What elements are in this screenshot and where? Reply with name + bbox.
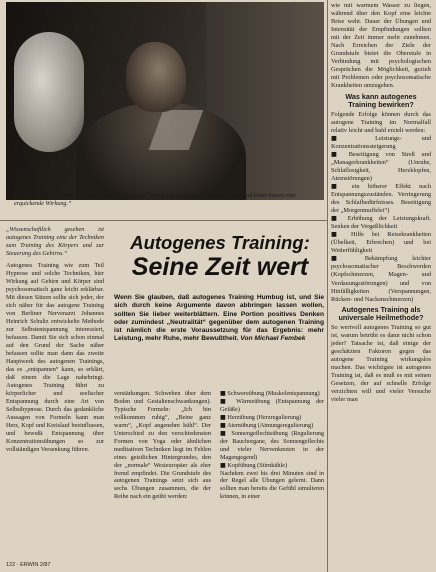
caption-name: Dr. Karl J. Kruschmann: [14, 192, 79, 199]
list-item: ■ Leistungs- und Konzentrationssteigerung: [331, 134, 432, 150]
right-column: [331, 2, 431, 404]
list-item: ■ Bekämpfung leichter psychosomatischer Beschwerden (Kopfschmerzen, Magen- und Verdauungsstörungen) und von Hinfälligkeiten (Verspannungen, Rücken- und Nackenschmerzen): [331, 255, 432, 303]
body-column-left: [114, 390, 211, 501]
list-item: ■ Kopfübung (Stirnkühle): [220, 461, 288, 469]
photo-cushion: [14, 32, 84, 152]
right-paragraph: wie mit warmem Wasser zu liegen, während über den Kopf eine leichte Brise weht. Dauer der Übungen und Intensität der Empfindungen sollten mit der Zeit immer mehr zunehmen. Nach Erreichen der Ziele der Grundstufe bietet die Oberstufe in Verbindung mit psychologischen Gesprächen die Möglichkeit, gezielt mit Problemen oder psychosomatische Krankheiten umzugehen.: [331, 2, 431, 90]
headline-title: Seine Zeit wert: [131, 253, 309, 281]
photo-figure-head: [126, 42, 186, 112]
caption-text: „Drei Minuten autogenes Training ersetzen zwei Stunden Schlaf und hinterlassen eine erquickende Wirkung.“: [14, 192, 296, 207]
intro-quote: „Wissenschaftlich gesehen ist autogenes Training eine der Techniken zum Training des Körpers und zur Steuerung des Gehirns.“: [6, 226, 104, 257]
right-paragraph-2: Folgende Erfolge können durch das autogene Training im Normalfall relativ leicht und bald erzielt werden:: [331, 110, 431, 134]
page-footer: 122 · ERWIN 2/87: [6, 562, 51, 568]
list-item: ■ Hilfe bei Reisekrankheiten (Übelkeit, Erbrechen) und bei Wetterfühligkeit: [331, 231, 432, 255]
right-paragraph-3: So wertvoll autogenes Training so gut ist, warum betrübt es dann nicht schon jeder? Tatsache ist, daß einige der geschätzten Faktoren gegen das autogene Training wirkungslos machen. Das wichtigste ist autogenes Training ist, daß es muß es mit seinen Gesetzen, der auf schnelle Erfolge verzichten will und vieler Versuche vieler man: [331, 323, 431, 404]
column-divider: [327, 0, 328, 572]
photo-caption: Dr. Karl J. Kruschmann: „Drei Minuten autogenes Training ersetzen zwei Stunden Schlaf und hinterlassen eine erquickende Wirkung.“: [14, 192, 296, 207]
right-heading-1: Was kann autogenes Training bewirken?: [345, 91, 417, 110]
body-left-text: verstärkungen. Schweben über dem Boden und Gestaltenschwankungen). Typische Formeln: „Ich bin vollkommen ruhig“, „Beine ganz warm“, „Kopf angenehm kühl“. Der Unterschied zu den verschiedensten Formen von Yoga oder ähnlichen meditativen Techniken liegt im Fehlen eines geistlichen Hintergrundes, den der „normale“ Westeuropäer als eher fremd empfindet. Die Grundstufe des autogenen Trainings setzt sich aus sechs Übungen zusammen, die der Reihe nach ein geübt werden:: [114, 390, 211, 501]
list-item: ■ Herzübung (Herzregulierung): [220, 413, 302, 421]
list-item: ■ ein höherer Effekt nach Entspannungszuständen. Verringerung des Schlafbedürfnisses. Beseitigung der „Morgenmuffelei“): [331, 182, 432, 215]
intro-column: [6, 226, 104, 458]
portrait-photo: [6, 2, 324, 200]
body-column-right: [220, 390, 324, 501]
list-item: ■ Wärmeübung (Entspannung der Gefäße): [220, 397, 324, 413]
intro-paragraph: Autogenes Training wie zum Teil Hypnose und solche Techniken, hier Wirkung auf Gehirn und Körper sind psychosomatisch ganz leicht erklärbar. Mit diesen Sätzen sollte sich jeder, der sich näher für das autogene Training von Berliner Nervenarzt Johannes Heinrich Schultz entwickelte Methode zur Selbstentspannung interessiert, befassen. Damit Sie sich schon einmal auf den Grund der Sache näher befassen sollte man dann das zweite Hauptwerk des autogenen Trainings, das es „entspannen“ kann, so erklärt, daß einem die Lage nahebringt. Autogenes Training führt zu körperlicher und seelischer Entspannung durch eine Art von Selbsthypnose. Durch das gedankliche Aussagen von Formeln kann man Herz, Kopf und Kreislauf beeinflussen, und bewußt Entspannung über Konzentrationsübungen so zur vollständigen Versenkung führen.: [6, 262, 104, 453]
byline: Von Michael Fembek: [240, 335, 306, 343]
right-heading-2: Autogenes Training als universale Heilmethode?: [338, 304, 424, 323]
body-right-text: Nachdem zwei bis drei Minuten sind in der Regel alle Übungen gelernt. Dann sollten man bereits die Gefühl simulieren können, in einer: [220, 469, 324, 501]
lead-text: Wenn Sie glauben, daß autogenes Training Humbug ist, und Sie sich durch keine Argumente davon abbringen lassen wollen, sollten Sie lieber weiterblättern. Eine Portion positives Denken oder zumindest „Neutralität“ gegenüber dem autogenen Training ist nämlich die erste Voraussetzung für das Ergebnis: mehr Leistung, mehr Ruhe, mehr Bewußtheit.: [114, 294, 324, 343]
list-item: ■ Schwereübung (Muskelentspannung): [220, 390, 320, 397]
list-item: ■ Atemübung (Atmungsregulierung): [220, 421, 314, 429]
section-divider: [0, 220, 327, 221]
list-item: ■ Beseitigung von Streß und „Managerkrankheiten“ (Unruhe, Schlaflosigkeit, Herzklopfen, Atemstörungen): [331, 150, 431, 182]
list-item: ■ Sonnengeflechtsübung (Regulierung der Bauchorgane, des Sonnengeflechts und vieler Nervenknoten in der Magengegend): [220, 429, 324, 461]
headline-kicker: Autogenes Training:: [130, 232, 310, 253]
lead-paragraph: [114, 294, 324, 344]
list-item: ■ Erhöhung der Leistungskraft. Senken der Vergeßlichkeit: [331, 215, 431, 231]
